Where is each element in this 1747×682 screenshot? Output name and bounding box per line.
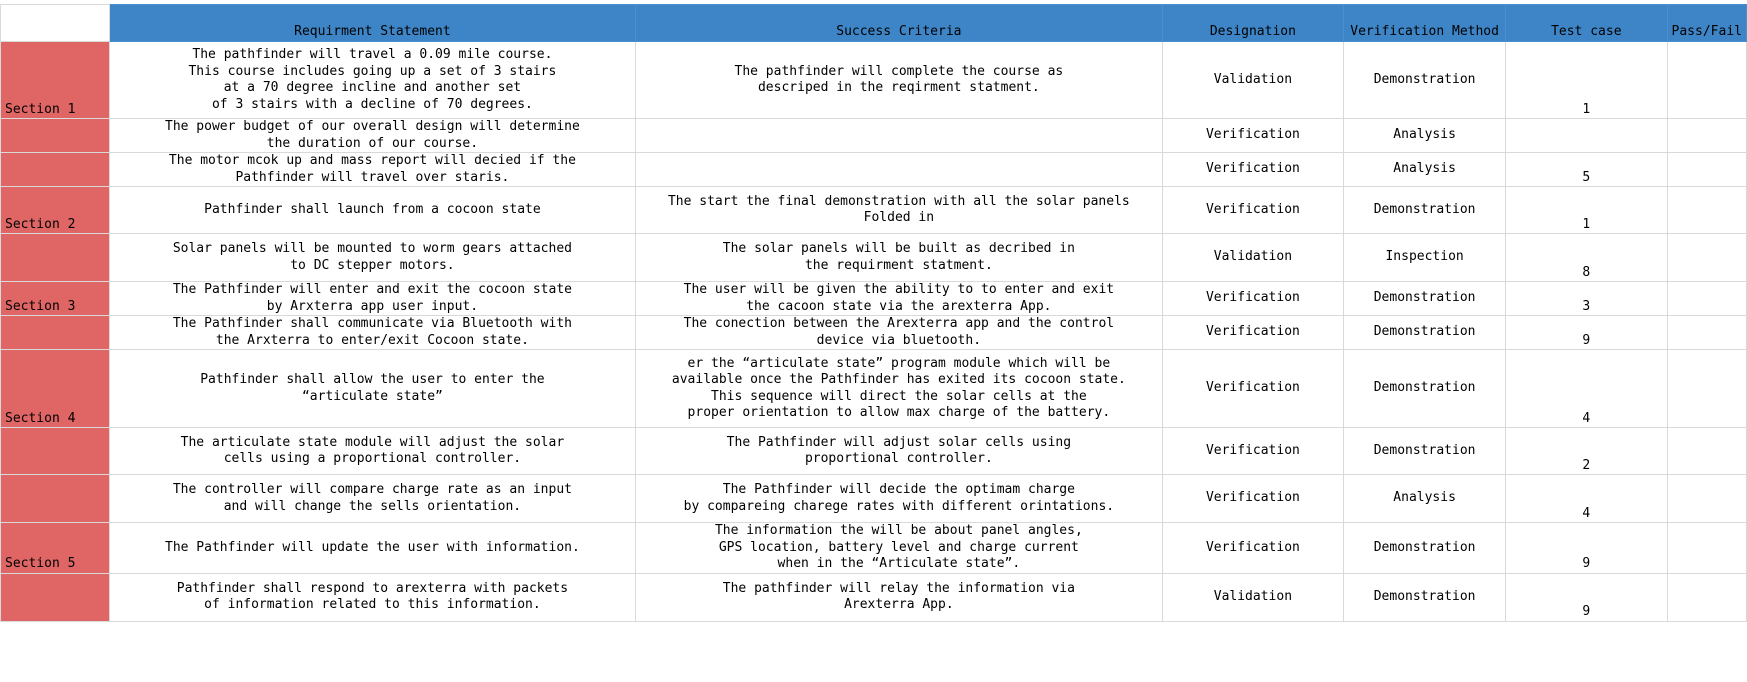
- verification-method-cell[interactable]: Demonstration: [1344, 316, 1506, 350]
- cell-line: This sequence will direct the solar cells at the: [711, 388, 1087, 404]
- pass-fail-cell[interactable]: [1667, 523, 1746, 574]
- test-case-cell[interactable]: 5: [1506, 153, 1667, 187]
- pass-fail-cell[interactable]: [1667, 119, 1746, 153]
- header-test-case[interactable]: Test case: [1506, 5, 1667, 42]
- cell-line: The information the will be about panel angles,: [714, 523, 1083, 538]
- header-row: [1, 5, 1747, 42]
- pass-fail-cell[interactable]: [1667, 573, 1746, 621]
- section-cell[interactable]: Section 4: [1, 350, 110, 428]
- cell-line: The Pathfinder will decide the optimam charge: [722, 482, 1075, 497]
- header-requirement[interactable]: Requirment Statement: [109, 5, 635, 42]
- requirement-cell[interactable]: [109, 350, 635, 428]
- requirement-cell[interactable]: [109, 187, 635, 234]
- designation-cell[interactable]: Verification: [1162, 350, 1343, 428]
- cell-line: The controller will compare charge rate as an input: [172, 482, 572, 497]
- success-criteria-cell[interactable]: [636, 475, 1163, 523]
- section-cell[interactable]: [1, 234, 110, 282]
- requirement-cell[interactable]: [109, 428, 635, 475]
- cell-line: The motor mcok up and mass report will decied if the: [168, 153, 576, 168]
- cell-line: descriped in the reqirment statment.: [757, 80, 1040, 95]
- requirement-cell[interactable]: [109, 316, 635, 350]
- requirement-cell[interactable]: [109, 42, 635, 119]
- cell-line: “articulate state”: [301, 388, 443, 404]
- cell-line: Pathfinder shall respond to arexterra with packets: [176, 580, 569, 596]
- verification-method-cell[interactable]: Analysis: [1344, 153, 1506, 187]
- cell-line: Folded in: [863, 210, 935, 225]
- test-case-cell[interactable]: 3: [1506, 282, 1667, 316]
- cell-line: of 3 stairs with a decline of 70 degrees.: [211, 96, 533, 112]
- requirement-cell[interactable]: [109, 282, 635, 316]
- success-criteria-cell[interactable]: [636, 42, 1163, 119]
- success-criteria-cell[interactable]: [636, 428, 1163, 475]
- pass-fail-cell[interactable]: [1667, 153, 1746, 187]
- test-case-cell[interactable]: 9: [1506, 573, 1667, 621]
- cell-line: cells using a proportional controller.: [223, 451, 522, 466]
- requirement-cell[interactable]: [109, 234, 635, 282]
- table-row: [1, 187, 1747, 234]
- designation-cell[interactable]: Validation: [1162, 42, 1343, 119]
- table-row: [1, 475, 1747, 523]
- success-criteria-cell[interactable]: [636, 234, 1163, 282]
- cell-line: device via bluetooth.: [816, 332, 982, 348]
- verification-method-cell[interactable]: Inspection: [1344, 234, 1506, 282]
- table-row: [1, 282, 1747, 316]
- cell-line: and will change the sells orientation.: [223, 498, 522, 514]
- designation-cell[interactable]: Verification: [1162, 187, 1343, 234]
- table-row: [1, 234, 1747, 282]
- test-case-cell[interactable]: 1: [1506, 187, 1667, 234]
- table-row: [1, 42, 1747, 119]
- designation-cell[interactable]: Verification: [1162, 153, 1343, 187]
- header-designation[interactable]: Designation: [1162, 5, 1343, 42]
- header-pass-fail[interactable]: Pass/Fail: [1667, 5, 1746, 42]
- cell-line: proper orientation to allow max charge of the battery.: [687, 405, 1111, 420]
- pass-fail-cell[interactable]: [1667, 282, 1746, 316]
- success-criteria-cell[interactable]: [636, 523, 1163, 574]
- table-row: [1, 350, 1747, 428]
- success-criteria-cell[interactable]: [636, 350, 1163, 428]
- pass-fail-cell[interactable]: [1667, 187, 1746, 234]
- verification-method-cell[interactable]: Demonstration: [1344, 42, 1506, 119]
- cell-line: when in the “Articulate state”.: [777, 556, 1021, 571]
- cell-line: The pathfinder will complete the course as: [734, 63, 1064, 79]
- requirement-cell[interactable]: [109, 475, 635, 523]
- cell-line: The Pathfinder will update the user with information.: [165, 539, 580, 555]
- success-criteria-cell[interactable]: [636, 316, 1163, 350]
- designation-cell[interactable]: Verification: [1162, 282, 1343, 316]
- cell-line: The Pathfinder will enter and exit the cocoon state: [172, 282, 572, 297]
- section-cell[interactable]: Section 3: [1, 282, 110, 316]
- cell-line: the requirment statment.: [804, 257, 993, 273]
- section-cell[interactable]: Section 2: [1, 187, 110, 234]
- cell-line: Solar panels will be mounted to worm gears attached: [172, 241, 572, 256]
- section-cell[interactable]: Section 1: [1, 42, 110, 119]
- cell-line: the duration of our course.: [266, 135, 479, 151]
- section-cell[interactable]: [1, 153, 110, 187]
- test-case-cell[interactable]: 9: [1506, 316, 1667, 350]
- pass-fail-cell[interactable]: [1667, 428, 1746, 475]
- section-cell[interactable]: [1, 119, 110, 153]
- section-cell[interactable]: Section 5: [1, 523, 110, 574]
- success-criteria-cell[interactable]: [636, 573, 1163, 621]
- verification-method-cell[interactable]: Demonstration: [1344, 573, 1506, 621]
- designation-cell[interactable]: Verification: [1162, 523, 1343, 574]
- table-row: [1, 153, 1747, 187]
- table-row: [1, 573, 1747, 621]
- cell-line: This course includes going up a set of 3 stairs: [188, 63, 557, 79]
- pass-fail-cell[interactable]: [1667, 316, 1746, 350]
- cell-line: GPS location, battery level and charge current: [718, 539, 1079, 555]
- test-case-cell[interactable]: 9: [1506, 523, 1667, 574]
- cell-line: er the “articulate state” program module which will be: [687, 355, 1111, 371]
- cell-line: by Arxterra app user input.: [266, 298, 479, 314]
- cell-line: The solar panels will be built as decribed in: [722, 241, 1075, 256]
- test-case-cell[interactable]: 4: [1506, 350, 1667, 428]
- verification-method-cell[interactable]: Demonstration: [1344, 187, 1506, 234]
- success-criteria-cell[interactable]: [636, 153, 1163, 187]
- cell-line: The articulate state module will adjust the solar: [180, 434, 565, 450]
- pass-fail-cell[interactable]: [1667, 475, 1746, 523]
- designation-cell[interactable]: Verification: [1162, 316, 1343, 350]
- success-criteria-cell[interactable]: [636, 282, 1163, 316]
- designation-cell[interactable]: Validation: [1162, 573, 1343, 621]
- header-verification-method[interactable]: Verification Method: [1344, 5, 1506, 42]
- section-cell[interactable]: [1, 428, 110, 475]
- success-criteria-cell[interactable]: [636, 187, 1163, 234]
- verification-method-cell[interactable]: Analysis: [1344, 475, 1506, 523]
- requirements-sheet: [0, 4, 1747, 622]
- designation-cell[interactable]: Verification: [1162, 119, 1343, 153]
- cell-line: The power budget of our overall design will determine: [165, 119, 580, 134]
- test-case-cell[interactable]: 2: [1506, 428, 1667, 475]
- verification-method-cell[interactable]: Demonstration: [1344, 523, 1506, 574]
- pass-fail-cell[interactable]: [1667, 234, 1746, 282]
- cell-line: available once the Pathfinder has exited its cocoon state.: [671, 372, 1126, 387]
- verification-method-cell[interactable]: Analysis: [1344, 119, 1506, 153]
- cell-line: the cacoon state via the arexterra App.: [746, 298, 1052, 314]
- table-row: [1, 428, 1747, 475]
- designation-cell[interactable]: Verification: [1162, 475, 1343, 523]
- table-row: [1, 316, 1747, 350]
- cell-line: to DC stepper motors.: [290, 257, 455, 273]
- cell-line: The conection between the Arexterra app and the control: [683, 316, 1115, 331]
- designation-cell[interactable]: Verification: [1162, 428, 1343, 475]
- table-row: [1, 523, 1747, 574]
- cell-line: of information related to this information.: [204, 597, 541, 612]
- section-cell[interactable]: [1, 573, 110, 621]
- cell-line: Pathfinder will travel over staris.: [235, 169, 510, 185]
- cell-line: The Pathfinder will adjust solar cells using: [726, 434, 1072, 450]
- cell-line: the Arxterra to enter/exit Cocoon state.: [215, 332, 529, 348]
- requirement-cell[interactable]: [109, 153, 635, 187]
- test-case-cell[interactable]: 8: [1506, 234, 1667, 282]
- test-case-cell[interactable]: 4: [1506, 475, 1667, 523]
- requirement-cell[interactable]: [109, 573, 635, 621]
- cell-line: The pathfinder will travel a 0.09 mile course.: [192, 47, 553, 62]
- cell-line: by compareing charege rates with different orintations.: [683, 498, 1115, 514]
- test-case-cell[interactable]: 1: [1506, 42, 1667, 119]
- test-case-cell[interactable]: [1506, 119, 1667, 153]
- cell-line: The user will be given the ability to to enter and exit: [683, 282, 1115, 297]
- designation-cell[interactable]: Validation: [1162, 234, 1343, 282]
- requirement-cell[interactable]: [109, 523, 635, 574]
- cell-line: The start the final demonstration with all the solar panels: [667, 193, 1130, 209]
- section-cell[interactable]: [1, 475, 110, 523]
- pass-fail-cell[interactable]: [1667, 350, 1746, 428]
- verification-method-cell[interactable]: Demonstration: [1344, 428, 1506, 475]
- pass-fail-cell[interactable]: [1667, 42, 1746, 119]
- header-success-criteria[interactable]: Success Criteria: [636, 5, 1163, 42]
- success-criteria-cell[interactable]: [636, 119, 1163, 153]
- cell-line: Arexterra App.: [844, 597, 954, 612]
- corner-cell[interactable]: [1, 5, 110, 42]
- verification-method-cell[interactable]: Demonstration: [1344, 282, 1506, 316]
- section-cell[interactable]: [1, 316, 110, 350]
- table-row: [1, 119, 1747, 153]
- cell-line: Pathfinder shall allow the user to enter the: [200, 372, 545, 387]
- cell-line: proportional controller.: [804, 451, 993, 466]
- verification-method-cell[interactable]: Demonstration: [1344, 350, 1506, 428]
- requirement-cell[interactable]: [109, 119, 635, 153]
- cell-line: The pathfinder will relay the information via: [722, 580, 1075, 596]
- cell-line: Pathfinder shall launch from a cocoon state: [204, 201, 541, 217]
- cell-line: The Pathfinder shall communicate via Bluetooth with: [172, 316, 572, 331]
- cell-line: at a 70 degree incline and another set: [223, 80, 522, 95]
